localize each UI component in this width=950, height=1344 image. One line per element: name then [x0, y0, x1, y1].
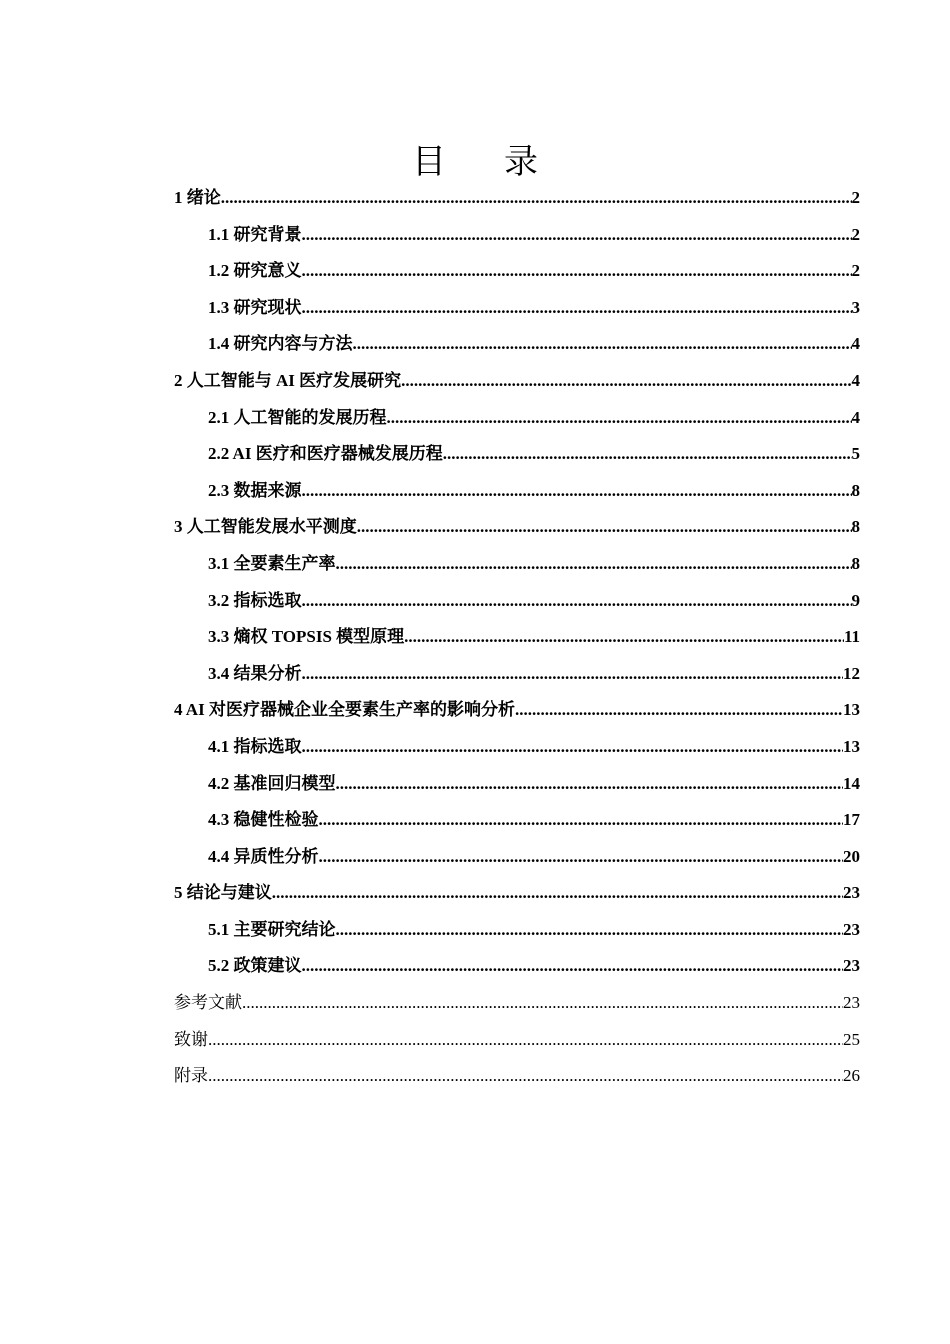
toc-entry-page-number: 17 — [843, 810, 860, 830]
toc-entry-page-number: 20 — [843, 846, 860, 866]
toc-entry-page-number: 11 — [843, 627, 860, 647]
toc-dot-leader — [336, 912, 844, 949]
toc-entry-label: 5.2 政策建议 — [208, 956, 302, 976]
toc-entry-page-number: 23 — [843, 993, 860, 1013]
toc-entry-label: 2.1 人工智能的发展历程 — [208, 407, 387, 427]
toc-entry[interactable] — [174, 546, 860, 583]
table-of-contents — [174, 180, 860, 1095]
toc-entry[interactable] — [174, 656, 860, 693]
toc-entry-label: 3.4 结果分析 — [208, 663, 302, 683]
toc-dot-leader — [353, 326, 852, 363]
toc-entry[interactable] — [174, 692, 860, 729]
toc-dot-leader — [302, 583, 852, 620]
toc-entry-page-number: 2 — [851, 261, 860, 281]
toc-entry-label: 参考文献 — [174, 993, 242, 1013]
toc-dot-leader — [387, 400, 852, 437]
toc-entry-page-number: 4 — [851, 407, 860, 427]
toc-entry-label: 致谢 — [174, 1029, 208, 1049]
toc-entry[interactable] — [174, 802, 860, 839]
toc-entry-label: 1.1 研究背景 — [208, 224, 302, 244]
toc-entry-label: 4 AI 对医疗器械企业全要素生产率的影响分析 — [174, 700, 515, 720]
toc-entry-page-number: 26 — [843, 1066, 860, 1086]
toc-dot-leader — [302, 656, 844, 693]
toc-entry-label: 1 绪论 — [174, 188, 221, 207]
toc-dot-leader — [208, 1058, 843, 1095]
toc-dot-leader — [302, 217, 852, 254]
toc-dot-leader — [302, 253, 852, 290]
toc-dot-leader — [515, 692, 843, 729]
toc-dot-leader — [401, 363, 851, 400]
toc-dot-leader — [404, 619, 844, 656]
toc-entry-label: 3.1 全要素生产率 — [208, 553, 336, 573]
toc-entry-label: 4.1 指标选取 — [208, 736, 302, 756]
toc-dot-leader — [443, 436, 852, 473]
toc-entry[interactable] — [174, 290, 860, 327]
toc-entry[interactable] — [174, 400, 860, 437]
toc-entry[interactable] — [174, 326, 860, 363]
toc-entry-page-number: 13 — [843, 700, 860, 720]
toc-entry-page-number: 8 — [851, 480, 860, 500]
toc-entry[interactable] — [174, 180, 860, 217]
toc-entry-label: 4.2 基准回归模型 — [208, 773, 336, 793]
toc-dot-leader — [242, 985, 843, 1022]
toc-dot-leader — [272, 875, 843, 912]
toc-entry-page-number: 5 — [851, 444, 860, 464]
toc-entry-page-number: 25 — [843, 1029, 860, 1049]
toc-entry-label: 2 人工智能与 AI 医疗发展研究 — [174, 370, 402, 390]
toc-entry-page-number: 23 — [843, 956, 860, 976]
toc-entry[interactable] — [174, 839, 860, 876]
toc-entry[interactable] — [174, 948, 860, 985]
toc-entry-label: 4.3 稳健性检验 — [208, 810, 319, 830]
toc-entry[interactable] — [174, 217, 860, 254]
toc-entry[interactable] — [174, 509, 860, 546]
toc-entry[interactable] — [174, 1058, 860, 1095]
toc-entry-page-number: 12 — [843, 663, 860, 683]
toc-entry-page-number: 2 — [851, 224, 860, 244]
toc-entry-label: 1.3 研究现状 — [208, 297, 302, 317]
toc-dot-leader — [302, 473, 852, 510]
toc-entry[interactable] — [174, 253, 860, 290]
toc-entry[interactable] — [174, 766, 860, 803]
toc-dot-leader — [208, 1022, 843, 1059]
toc-entry[interactable] — [174, 583, 860, 620]
toc-entry[interactable] — [174, 875, 860, 912]
toc-dot-leader — [221, 180, 852, 217]
toc-entry-page-number: 23 — [843, 883, 860, 903]
toc-dot-leader — [319, 802, 844, 839]
toc-entry-label: 2.3 数据来源 — [208, 480, 302, 500]
toc-entry-label: 附录 — [174, 1066, 208, 1086]
toc-entry[interactable] — [174, 729, 860, 766]
toc-dot-leader — [357, 509, 852, 546]
toc-entry[interactable] — [174, 619, 860, 656]
toc-entry-label: 5 结论与建议 — [174, 883, 272, 903]
toc-entry-label: 5.1 主要研究结论 — [208, 919, 336, 939]
toc-dot-leader — [302, 290, 852, 327]
toc-dot-leader — [302, 729, 844, 766]
toc-entry-page-number: 4 — [851, 334, 860, 354]
toc-entry-label: 1.2 研究意义 — [208, 261, 302, 281]
toc-dot-leader — [302, 948, 844, 985]
toc-entry-label: 1.4 研究内容与方法 — [208, 334, 353, 354]
toc-entry-page-number: 8 — [851, 517, 860, 537]
toc-entry-page-number: 14 — [843, 773, 860, 793]
toc-dot-leader — [319, 839, 844, 876]
toc-entry[interactable] — [174, 1022, 860, 1059]
toc-entry-page-number: 2 — [851, 188, 860, 207]
toc-entry-page-number: 23 — [843, 919, 860, 939]
toc-entry-label: 3.2 指标选取 — [208, 590, 302, 610]
toc-entry-page-number: 13 — [843, 736, 860, 756]
toc-entry-label: 3 人工智能发展水平测度 — [174, 517, 357, 537]
toc-entry-page-number: 9 — [851, 590, 860, 610]
toc-entry[interactable] — [174, 473, 860, 510]
toc-entry[interactable] — [174, 912, 860, 949]
toc-entry-page-number: 8 — [851, 553, 860, 573]
toc-entry[interactable] — [174, 436, 860, 473]
toc-entry-page-number: 4 — [851, 370, 860, 390]
toc-dot-leader — [336, 546, 852, 583]
toc-entry-label: 4.4 异质性分析 — [208, 846, 319, 866]
toc-entry[interactable] — [174, 985, 860, 1022]
toc-entry-page-number: 3 — [851, 297, 860, 317]
page-title: 目录 — [412, 144, 596, 181]
toc-entry-label: 2.2 AI 医疗和医疗器械发展历程 — [208, 444, 443, 464]
toc-entry[interactable] — [174, 363, 860, 400]
toc-dot-leader — [336, 766, 844, 803]
toc-entry-label: 3.3 熵权 TOPSIS 模型原理 — [208, 627, 405, 647]
